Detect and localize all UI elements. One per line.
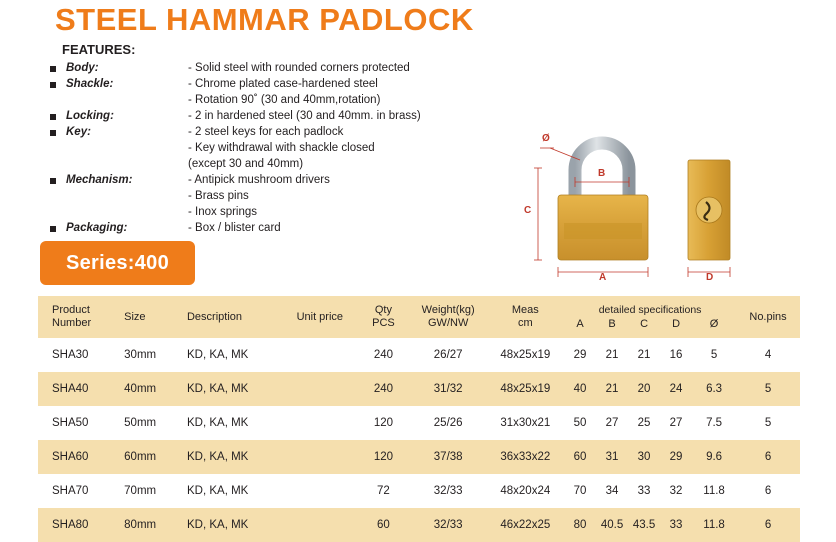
cell-meas: 46x22x25 <box>487 508 565 542</box>
cell-product-number: SHA30 <box>38 338 110 372</box>
th-unit-price: Unit price <box>283 296 357 338</box>
cell-product-number: SHA40 <box>38 372 110 406</box>
th-meas-line2: cm <box>517 317 533 329</box>
series-label: Series:400 <box>65 252 170 274</box>
cell-description: KD, KA, MK <box>173 338 283 372</box>
cell-diameter: 5 <box>692 338 736 372</box>
cell-unit-price <box>283 440 357 474</box>
cell-unit-price <box>283 372 357 406</box>
features-list <box>50 62 470 238</box>
feature-subrow-shackle-2 <box>50 94 470 109</box>
cell-unit-price <box>283 338 357 372</box>
cell-c: 30 <box>628 440 660 474</box>
th-product-number-line1: Product <box>52 304 90 316</box>
specifications-table <box>38 296 800 542</box>
cell-product-number: SHA60 <box>38 440 110 474</box>
cell-product-number: SHA70 <box>38 474 110 508</box>
cell-description: KD, KA, MK <box>173 508 283 542</box>
feature-row-packaging <box>50 222 470 237</box>
cell-meas: 48x25x19 <box>487 338 565 372</box>
cell-a: 40 <box>564 372 596 406</box>
cell-b: 27 <box>596 406 628 440</box>
product-table <box>38 296 800 542</box>
features-heading: FEATURES: <box>62 42 136 57</box>
cell-weight: 32/33 <box>410 508 487 542</box>
cell-no-pins: 6 <box>736 508 800 542</box>
cell-no-pins: 5 <box>736 406 800 440</box>
table-row[interactable] <box>38 338 800 372</box>
cell-meas: 36x33x22 <box>487 440 565 474</box>
th-a: A <box>576 318 584 330</box>
feature-label: Locking: <box>66 110 114 122</box>
cell-a: 70 <box>564 474 596 508</box>
table-body <box>38 338 800 542</box>
th-diameter: Ø <box>709 318 719 330</box>
feature-value: - Inox springs <box>188 206 258 218</box>
feature-value: - Antipick mushroom drivers <box>188 174 330 186</box>
cell-size: 50mm <box>110 406 173 440</box>
cell-diameter: 11.8 <box>692 508 736 542</box>
cell-d: 29 <box>660 440 692 474</box>
cell-b: 21 <box>596 372 628 406</box>
bullet-icon <box>50 114 56 120</box>
cell-qty: 60 <box>357 508 410 542</box>
bullet-icon <box>50 66 56 72</box>
th-qty-line2: PCS <box>372 317 395 329</box>
th-meas <box>487 296 565 338</box>
cell-diameter: 9.6 <box>692 440 736 474</box>
dim-label-c: C <box>524 205 532 216</box>
feature-value: - Solid steel with rounded corners protected <box>188 62 410 74</box>
table-row[interactable] <box>38 474 800 508</box>
cell-b: 31 <box>596 440 628 474</box>
th-product-number <box>38 296 110 338</box>
cell-d: 27 <box>660 406 692 440</box>
cell-a: 50 <box>564 406 596 440</box>
feature-value: - Brass pins <box>188 190 249 202</box>
cell-c: 21 <box>628 338 660 372</box>
table-row[interactable] <box>38 406 800 440</box>
cell-no-pins: 6 <box>736 474 800 508</box>
feature-value: - Box / blister card <box>188 222 281 234</box>
cell-weight: 32/33 <box>410 474 487 508</box>
cell-size: 60mm <box>110 440 173 474</box>
cell-description: KD, KA, MK <box>173 440 283 474</box>
cell-product-number: SHA80 <box>38 508 110 542</box>
feature-row-locking <box>50 110 470 125</box>
cell-weight: 37/38 <box>410 440 487 474</box>
feature-value: (except 30 and 40mm) <box>188 158 304 170</box>
product-drawing <box>520 120 820 285</box>
cell-size: 30mm <box>110 338 173 372</box>
th-spec-group <box>564 296 736 338</box>
cell-no-pins: 4 <box>736 338 800 372</box>
cell-c: 25 <box>628 406 660 440</box>
th-meas-line1: Meas <box>511 304 539 316</box>
padlock-diagram-svg <box>520 120 820 285</box>
dim-label-a: A <box>599 272 607 283</box>
feature-label: Key: <box>66 126 91 138</box>
th-product-number-line2: Number <box>52 317 92 329</box>
th-spec-group-label: detailed specifications <box>598 304 702 316</box>
cell-c: 33 <box>628 474 660 508</box>
cell-diameter: 11.8 <box>692 474 736 508</box>
feature-value: - Key withdrawal with shackle closed <box>188 142 375 154</box>
dim-label-d: D <box>706 272 714 283</box>
cell-a: 80 <box>564 508 596 542</box>
cell-unit-price <box>283 474 357 508</box>
cell-a: 60 <box>564 440 596 474</box>
th-size: Size <box>110 296 173 338</box>
cell-c: 20 <box>628 372 660 406</box>
bullet-icon <box>50 130 56 136</box>
cell-description: KD, KA, MK <box>173 474 283 508</box>
cell-meas: 31x30x21 <box>487 406 565 440</box>
cell-a: 29 <box>564 338 596 372</box>
cell-d: 24 <box>660 372 692 406</box>
bullet-icon <box>50 82 56 88</box>
th-weight-line2: GW/NW <box>428 317 469 329</box>
cell-unit-price <box>283 406 357 440</box>
th-weight-line1: Weight(kg) <box>421 304 475 316</box>
cell-weight: 26/27 <box>410 338 487 372</box>
table-row[interactable] <box>38 372 800 406</box>
th-d: D <box>672 318 681 330</box>
cell-unit-price <box>283 508 357 542</box>
cell-description: KD, KA, MK <box>173 406 283 440</box>
cell-meas: 48x25x19 <box>487 372 565 406</box>
cell-diameter: 6.3 <box>692 372 736 406</box>
th-no-pins: No.pins <box>736 296 800 338</box>
table-row[interactable] <box>38 440 800 474</box>
cell-qty: 240 <box>357 372 410 406</box>
cell-qty: 240 <box>357 338 410 372</box>
feature-value: - Chrome plated case-hardened steel <box>188 78 378 90</box>
cell-b: 34 <box>596 474 628 508</box>
feature-label: Mechanism: <box>66 174 133 186</box>
cell-no-pins: 6 <box>736 440 800 474</box>
feature-subrow-key-2 <box>50 142 470 157</box>
feature-row-key <box>50 126 470 141</box>
cell-b: 21 <box>596 338 628 372</box>
th-qty <box>357 296 410 338</box>
cell-size: 40mm <box>110 372 173 406</box>
th-c: C <box>640 318 649 330</box>
cell-weight: 25/26 <box>410 406 487 440</box>
cell-weight: 31/32 <box>410 372 487 406</box>
dim-label-diameter: Ø <box>542 133 550 144</box>
cell-d: 16 <box>660 338 692 372</box>
bullet-icon <box>50 178 56 184</box>
feature-label: Packaging: <box>66 222 128 234</box>
feature-value: - 2 steel keys for each padlock <box>188 126 344 138</box>
th-description: Description <box>173 296 283 338</box>
feature-label: Body: <box>66 62 99 74</box>
feature-value: - 2 in hardened steel (30 and 40mm. in brass) <box>188 110 421 122</box>
cell-d: 32 <box>660 474 692 508</box>
th-qty-line1: Qty <box>374 304 392 316</box>
series-badge <box>40 241 195 285</box>
cell-d: 33 <box>660 508 692 542</box>
bullet-icon <box>50 226 56 232</box>
th-weight <box>410 296 487 338</box>
cell-size: 80mm <box>110 508 173 542</box>
table-header-group-row <box>38 296 800 338</box>
cell-description: KD, KA, MK <box>173 372 283 406</box>
cell-b: 40.5 <box>596 508 628 542</box>
feature-value: - Rotation 90˚ (30 and 40mm,rotation) <box>188 94 381 106</box>
feature-label: Shackle: <box>66 78 114 90</box>
cell-qty: 120 <box>357 440 410 474</box>
dim-label-b: B <box>598 168 606 179</box>
cell-meas: 48x20x24 <box>487 474 565 508</box>
page-title: STEEL HAMMAR PADLOCK <box>55 2 474 37</box>
feature-subrow-mechanism-3 <box>50 206 470 221</box>
cell-qty: 120 <box>357 406 410 440</box>
feature-row-mechanism <box>50 174 470 189</box>
th-b: B <box>608 318 616 330</box>
cell-size: 70mm <box>110 474 173 508</box>
cell-qty: 72 <box>357 474 410 508</box>
table-header <box>38 296 800 338</box>
feature-row-body <box>50 62 470 77</box>
cell-no-pins: 5 <box>736 372 800 406</box>
cell-product-number: SHA50 <box>38 406 110 440</box>
feature-row-shackle <box>50 78 470 93</box>
table-row[interactable] <box>38 508 800 542</box>
feature-subrow-key-3 <box>50 158 470 173</box>
cell-diameter: 7.5 <box>692 406 736 440</box>
cell-c: 43.5 <box>628 508 660 542</box>
feature-subrow-mechanism-2 <box>50 190 470 205</box>
